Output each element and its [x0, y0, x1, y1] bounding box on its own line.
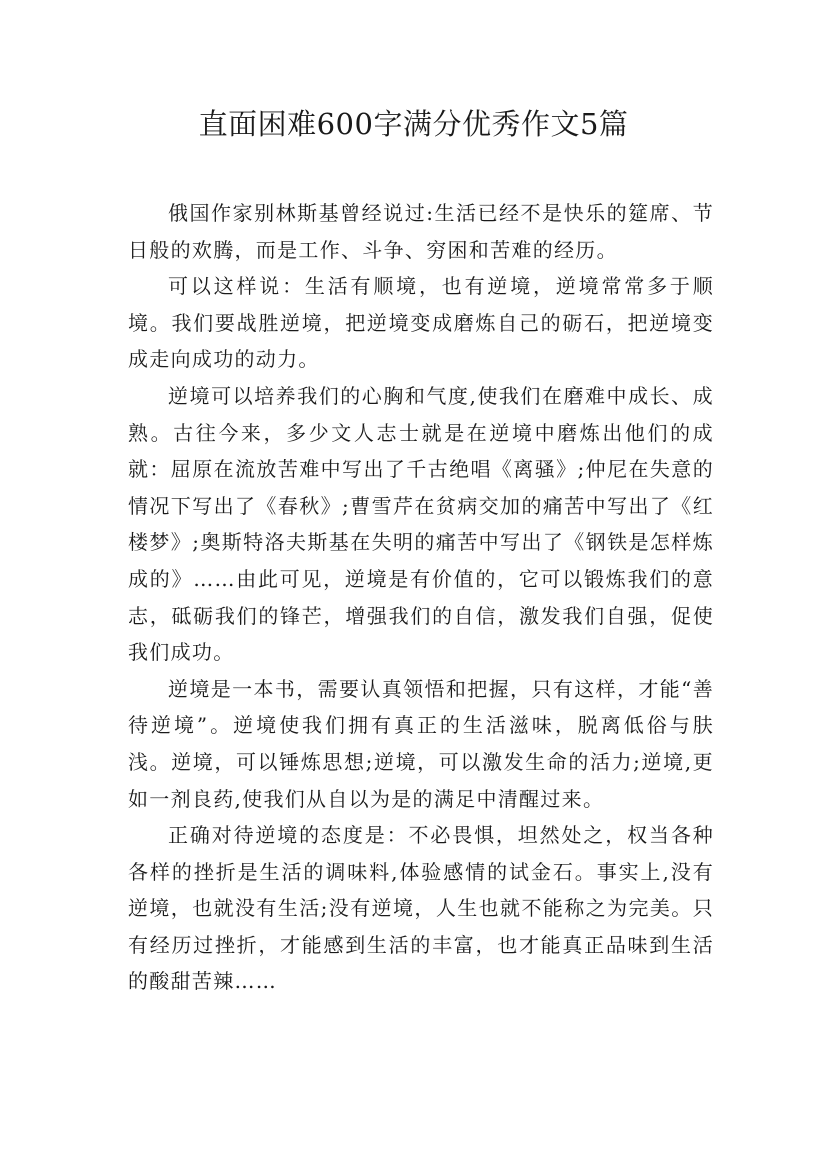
paragraph-5: 正确对待逆境的态度是：不必畏惧，坦然处之，权当各种各样的挫折是生活的调味料,体验感情的试金石。事实上,没有逆境，也就没有生活;没有逆境，人生也就不能称之为完美。只有经历过挫折，才能感到生活的丰富，也才能真正品味到生活的酸甜苦辣……	[128, 823, 714, 994]
paragraph-4: 逆境是一本书，需要认真领悟和把握，只有这样，才能“善待逆境”。逆境使我们拥有真正的生活滋味，脱离低俗与肤浅。逆境，可以锤炼思想;逆境，可以激发生命的活力;逆境,更如一剂良药,使我们从自以为是的满足中清醒过来。	[128, 676, 714, 811]
paragraph-2: 可以这样说：生活有顺境，也有逆境，逆境常常多于顺境。我们要战胜逆境，把逆境变成磨炼自己的砺石，把逆境变成走向成功的动力。	[128, 274, 714, 372]
page-title: 直面困难600字满分优秀作文5篇	[198, 107, 629, 141]
paragraph-1: 俄国作家别林斯基曾经说过:生活已经不是快乐的筵席、节日般的欢腾，而是工作、斗争、穷困和苦难的经历。	[128, 201, 714, 262]
article-body	[128, 195, 714, 1000]
paragraph-3: 逆境可以培养我们的心胸和气度,使我们在磨难中成长、成熟。古往今来，多少文人志士就是在逆境中磨炼出他们的成就：屈原在流放苦难中写出了千古绝唱《离骚》;仲尼在失意的情况下写出了《春秋》;曹雪芹在贫病交加的痛苦中写出了《红楼梦》;奥斯特洛夫斯基在失明的痛苦中写出了《钢铁是怎样炼成的》……由此可见，逆境是有价值的，它可以锻炼我们的意志，砥砺我们的锋芒，增强我们的自信，激发我们自强，促使我们成功。	[128, 383, 714, 665]
